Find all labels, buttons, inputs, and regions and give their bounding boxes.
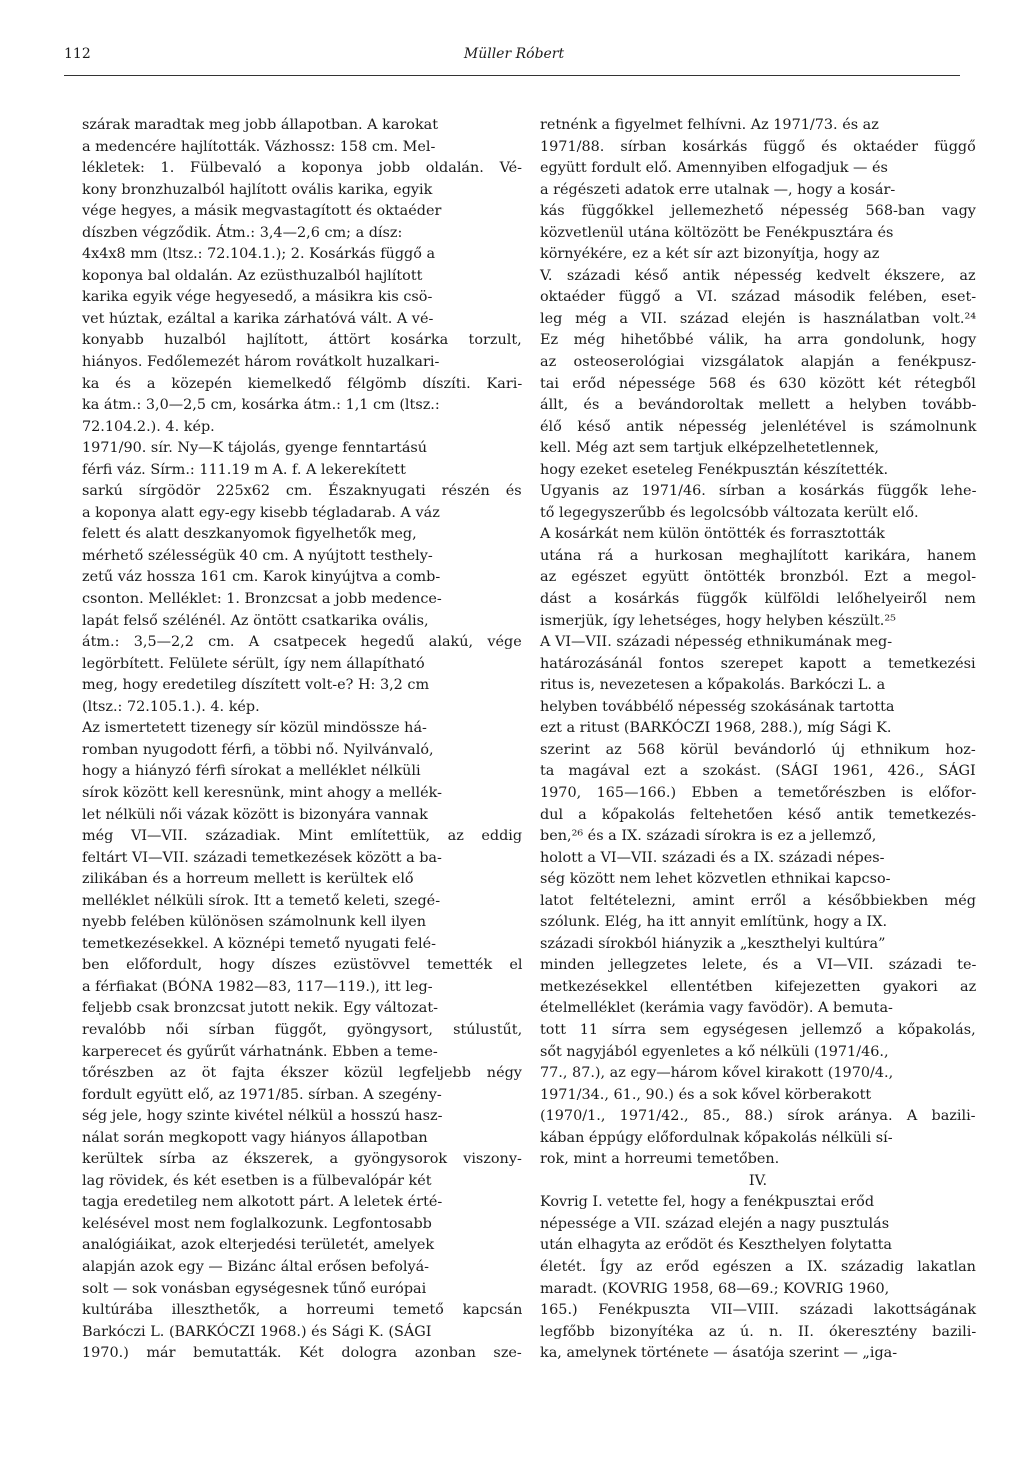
text-line: mérhető szélességük 40 cm. A nyújtott testhely-	[82, 547, 433, 564]
text-line: melléklet nélküli sírok. Itt a temető keleti, szegé-	[82, 892, 441, 909]
text-line: minden jellegzetes lelete, és a VI—VII. századi te-	[540, 957, 977, 974]
text-line: 1971/88. sírban kosárkás függő és oktaéder függő	[540, 138, 976, 155]
text-line: alapján azok egy — Bizánc által erősen befolyá-	[82, 1258, 430, 1275]
text-line: átm.: 3,5—2,2 cm. A csatpecek hegedű alakú, vége	[82, 634, 522, 651]
text-line: a koponya alatt egy-egy kisebb tégladarab. A váz	[82, 504, 440, 521]
text-line: kelésével most nem foglalkozunk. Legfontosabb	[82, 1215, 432, 1232]
text-line: ételmelléklet (kerámia vagy favödör). A bemuta-	[540, 1000, 893, 1017]
text-line: (ltsz.: 72.105.1.). 4. kép.	[82, 698, 260, 715]
text-line: lapát felső szélénél. Az öntött csatkarika ovális,	[82, 612, 429, 629]
text-line: retnénk a figyelmet felhívni. Az 1971/73. és az	[540, 117, 879, 133]
text-line: dul a kőpakolás feltehetően késő antik temetkezés-	[540, 806, 977, 823]
text-line: V. századi késő antik népesség kedvelt ékszere, az	[540, 267, 976, 284]
text-line: az osteoserológiai vizsgálatok alapján a fenékpusz-	[540, 354, 977, 371]
text-line: csonton. Melléklet: 1. Bronzcsat a jobb medence-	[82, 591, 442, 608]
text-line: határozásánál fontos szerepet kapott a temetkezési	[540, 655, 976, 672]
text-line: ka átm.: 3,0—2,5 cm, kosárka átm.: 1,1 cm (ltsz.:	[82, 397, 440, 414]
text-line: legfőbb bizonyítéka az ú. n. II. ókeresztény bazili-	[540, 1323, 977, 1340]
text-line: az egészet együtt öntötték bronzból. Ezt a megol-	[540, 569, 977, 586]
text-line: Ez még hihetőbbé válik, ha arra gondolunk, hogy	[540, 332, 977, 349]
text-line: ben,²⁶ és a IX. századi sírokra is ez a jellemző,	[540, 828, 877, 845]
header-rule	[64, 75, 960, 76]
text-line: környékére, ez a két sír azt bizonyítja, hogy az	[540, 246, 880, 263]
text-line: helyben továbbélő népesség szokásának tartotta	[540, 698, 895, 715]
text-line: felett és alatt deszkanyomok figyelhetők meg,	[82, 526, 417, 543]
text-line: rok, mint a horreumi temetőben.	[540, 1151, 780, 1168]
text-line: sírok között kell keresnünk, mint ahogy a mellék-	[82, 784, 442, 801]
text-line: A VI—VII. századi népesség ethnikumának meg-	[540, 634, 893, 651]
text-line: metkezésekkel ellentétben kifejezetten gyakori az	[540, 978, 977, 995]
text-line: ség között nem lehet közvetlen ethnikai kapcso-	[540, 871, 891, 888]
text-line: ka és a közepén kiemelkedő félgömb díszíti. Kari-	[82, 375, 523, 392]
text-line: tott 11 sírra sem egységesen jellemző a kőpakolás,	[540, 1021, 976, 1038]
text-line: a régészeti adatok erre utalnak —, hogy a kosár-	[540, 181, 896, 198]
text-line: díszben végződik. Átm.: 3,4—2,6 cm; a dísz:	[82, 224, 403, 241]
text-line: fordult együtt elő, az 1971/85. sírban. A szegény-	[82, 1086, 442, 1103]
text-line: együtt fordult elő. Amennyiben elfogadjuk — és	[540, 160, 888, 177]
text-line: Ugyanis az 1971/46. sírban a kosárkás függők lehe-	[540, 483, 977, 500]
text-line: leg még a VII. század elején is használatban volt.²⁴	[540, 310, 976, 327]
text-line: nyebb felében különösen számolnunk kell ilyen	[82, 914, 427, 931]
text-line: állt, és a bevándoroltak mellett a helyben tovább-	[540, 397, 977, 414]
text-line: 77., 87.), az egy—három kővel kirakott (1970/4.,	[540, 1065, 894, 1082]
text-line: 165.) Fenékpuszta VII—VIII. századi lakottságának	[540, 1302, 977, 1319]
text-line: élő késő antik népesség jelenlétével is számolnunk	[540, 418, 977, 435]
text-line: nálat során megkopott vagy hiányos állapotban	[82, 1129, 428, 1146]
text-line: ta magával ezt a szokást. (SÁGI 1961, 426., SÁGI	[540, 763, 976, 780]
right-column	[540, 115, 976, 1365]
section-heading: IV.	[748, 1172, 768, 1189]
text-line: Az ismertetett tizenegy sír közül mindössze há-	[82, 720, 427, 737]
text-line: A kosárkát nem külön öntötték és forrasztották	[540, 526, 885, 543]
text-line: analógiáikat, azok elterjedési területét, amelyek	[82, 1237, 435, 1254]
text-line: tőrészben az öt fajta ékszer közül legfeljebb négy	[82, 1065, 522, 1082]
text-line: zetű váz hossza 161 cm. Karok kinyújtva a comb-	[82, 569, 441, 586]
text-line: latot feltételezni, amint erről a későbbiekben még	[540, 892, 976, 909]
text-line: hogy a hiányzó férfi sírokat a melléklet nélküli	[82, 763, 421, 780]
text-line: 1971/34., 61., 90.) és a sok kővel körberakott	[540, 1086, 872, 1103]
text-line: karperecet és gyűrűt várhatnánk. Ebben a teme-	[82, 1043, 438, 1060]
text-line: Barkóczi L. (BARKÓCZI 1968.) és Sági K. (SÁGI	[82, 1323, 432, 1340]
text-line: ezt a ritust (BARKÓCZI 1968, 288.), míg Sági K.	[540, 720, 892, 737]
text-line: tagja eredetileg nem alkotott párt. A leletek érté-	[82, 1194, 443, 1211]
text-line: 1971/90. sír. Ny—K tájolás, gyenge fenntartású	[82, 440, 428, 457]
text-line: 72.104.2.). 4. kép.	[82, 418, 215, 435]
text-line: ség jele, hogy szinte kivétel nélkül a hosszú hasz-	[82, 1108, 443, 1125]
text-line: utána rá a hurkosan meghajlított karikára, hanem	[540, 547, 977, 564]
text-line: Kovrig I. vetette fel, hogy a fenékpusztai erőd	[540, 1194, 875, 1211]
text-line: vet húztak, ezáltal a karika zárhatóvá vált. A vé-	[82, 310, 434, 327]
text-line: feljebb csak bronzcsat jutott nekik. Egy változat-	[82, 1000, 439, 1017]
page-number: 112	[64, 46, 91, 62]
text-line: (1970/1., 1971/42., 85., 88.) sírok aránya. A bazili-	[540, 1108, 976, 1125]
text-line: karika egyik vége hegyesedő, a másikra kis csö-	[82, 289, 433, 306]
text-line: lag rövidek, és két esetben is a fülbevalópár két	[82, 1172, 432, 1189]
text-line: életét. Így az erőd egészen a IX. századig lakatlan	[540, 1258, 976, 1275]
text-line: holott a VI—VII. századi és a IX. századi népes-	[540, 849, 885, 866]
text-line: férfi váz. Sírm.: 111.19 m A. f. A lekerekített	[82, 461, 406, 478]
text-line: szólunk. Elég, ha itt annyit említünk, hogy a IX.	[540, 914, 888, 931]
text-line: lékletek: 1. Fülbevaló a koponya jobb oldalán. Vé-	[82, 160, 523, 177]
text-line: kony bronzhuzalból hajlított ovális karika, egyik	[82, 181, 433, 198]
text-line: maradt. (KOVRIG 1958, 68—69.; KOVRIG 1960,	[540, 1280, 890, 1297]
text-line: 1970, 165—166.) Ebben a temetőrészben is előfor-	[540, 784, 977, 801]
text-line: ritus is, nevezetesen a kőpakolás. Barkóczi L. a	[540, 677, 886, 694]
text-line: legörbített. Felülete sérült, így nem állapítható	[82, 655, 425, 672]
text-line: koponya bal oldalán. Az ezüsthuzalból hajlított	[82, 267, 423, 284]
text-line: még VI—VII. századiak. Mint említettük, az eddig	[82, 828, 523, 845]
text-line: 1970.) már bemutatták. Két dologra azonban sze-	[82, 1345, 522, 1362]
text-line: közvetlenül utána költözött be Fenékpusztára és	[540, 224, 894, 241]
text-line: népessége a VII. század elején a nagy pusztulás	[540, 1215, 890, 1232]
text-line: kerültek sírba az ékszerek, a gyöngysorok viszony-	[82, 1151, 522, 1168]
text-line: dást a kosárkás függők külföldi lelőhelyeiről nem	[540, 591, 976, 608]
text-line: let nélküli női vázak között is bizonyára vannak	[82, 806, 428, 823]
text-line: kell. Még azt sem tartjuk elképzelhetetlennek,	[540, 440, 879, 457]
text-line: romban nyugodott férfi, a többi nő. Nyilvánvaló,	[82, 741, 434, 758]
text-line: sőt nagyjából egyenletes a kő nélküli (1971/46.,	[540, 1043, 889, 1060]
text-line: kultúrába illeszthetők, a horreumi temető kapcsán	[82, 1302, 523, 1319]
text-line: századi sírokból hiányzik a „keszthelyi kultúra”	[540, 935, 886, 952]
text-line: hogy ezeket eseteleg Fenékpusztán készítették.	[540, 461, 889, 478]
text-line: szárak maradtak meg jobb állapotban. A karokat	[82, 117, 439, 133]
running-head: Müller Róbert	[463, 46, 565, 62]
text-line: hiányos. Fedőlemezét három rovátkolt huzalkari-	[82, 354, 440, 371]
page-header	[64, 46, 964, 68]
text-line: 4x4x8 mm (ltsz.: 72.104.1.); 2. Kosárkás függő a	[82, 246, 436, 263]
text-line: után elhagyta az erődöt és Keszthelyen folytatta	[540, 1237, 892, 1254]
text-line: oktaéder függő a VI. század második felében, eset-	[540, 289, 977, 306]
text-line: konyabb huzalból hajlított, áttört kosárka torzult,	[82, 332, 522, 349]
text-line: ben előfordult, hogy díszes ezüstövvel temették el	[82, 957, 523, 974]
text-line: a férfiakat (BÓNA 1982—83, 117—119.), itt leg-	[82, 978, 433, 995]
text-line: zilikában és a horreum mellett is kerültek elő	[82, 871, 414, 888]
text-line: kás függőkkel jellemezhető népesség 568-ban vagy	[540, 203, 976, 220]
text-line: vége hegyes, a másik megvastagított és oktaéder	[82, 203, 442, 220]
text-line: feltárt VI—VII. századi temetkezések között a ba-	[82, 849, 442, 866]
text-line: temetkezésekkel. A köznépi temető nyugati felé-	[82, 935, 437, 952]
text-line: szerint az 568 körül bevándorló új ethnikum hoz-	[540, 741, 976, 758]
text-line: kában éppúgy előfordulnak kőpakolás nélküli sí-	[540, 1129, 893, 1146]
text-line: tai erőd népessége 568 és 630 között két rétegből	[540, 375, 976, 392]
text-line: tő legegyszerűbb és legolcsóbb változata került elő.	[540, 504, 919, 521]
text-line: revalóbb női sírban függőt, gyöngysort, stúlustűt,	[82, 1021, 523, 1038]
text-line: sarkú sírgödör 225x62 cm. Északnyugati részén és	[82, 483, 522, 500]
text-line: ka, amelynek története — ásatója szerint — „iga-	[540, 1345, 898, 1362]
text-line: meg, hogy eredetileg díszített volt-e? H: 3,2 cm	[82, 677, 430, 694]
text-line: a medencére hajlították. Vázhossz: 158 cm. Mel-	[82, 138, 436, 155]
text-line: ismerjük, így lehetséges, hogy helyben készült.²⁵	[540, 612, 896, 629]
text-line: solt — sok vonásban egységesnek tűnő európai	[82, 1280, 427, 1297]
left-column	[82, 115, 522, 1365]
